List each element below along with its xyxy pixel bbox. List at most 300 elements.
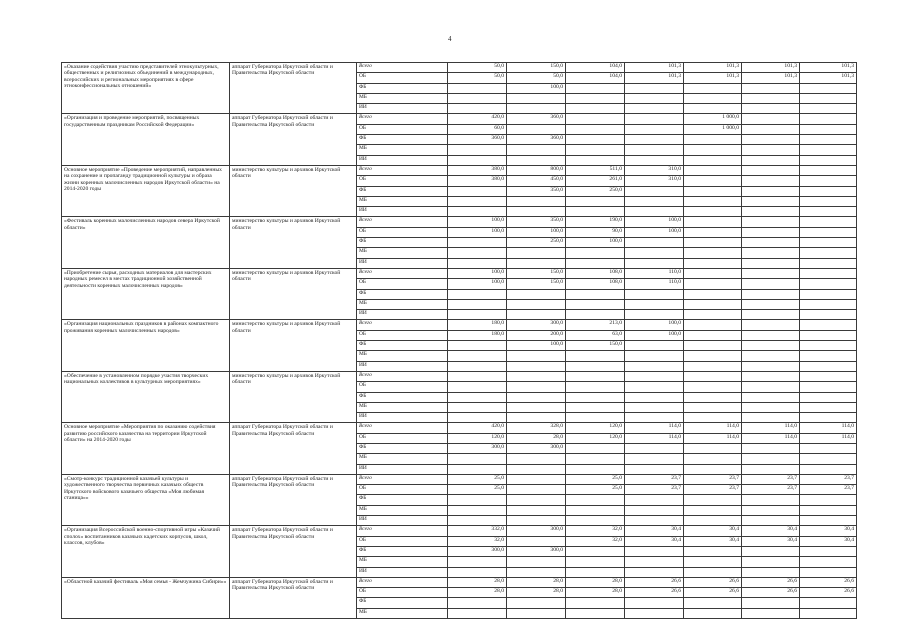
amount-cell <box>684 289 742 299</box>
amount-cell <box>448 238 507 248</box>
amount-cell <box>684 495 742 505</box>
funding-source-label: МБ <box>357 608 448 618</box>
funding-source-label: ОБ <box>357 330 448 340</box>
funding-source-label: ФБ <box>357 83 448 93</box>
measure-description: «Фестиваль коренных малочисленных народов севера Иркутской области» <box>62 217 230 268</box>
amount-cell: 26,6 <box>684 577 742 587</box>
amount-cell: 300,0 <box>448 546 507 556</box>
amount-cell <box>684 93 742 103</box>
amount-cell <box>625 341 684 351</box>
amount-cell: 200,0 <box>507 330 566 340</box>
amount-cell <box>800 371 857 381</box>
amount-cell <box>742 165 800 175</box>
amount-cell <box>625 516 684 526</box>
amount-cell <box>800 443 857 453</box>
amount-cell <box>684 608 742 618</box>
amount-cell <box>684 454 742 464</box>
amount-cell <box>625 299 684 309</box>
amount-cell <box>566 310 625 320</box>
amount-cell: 100,0 <box>625 330 684 340</box>
amount-cell <box>742 567 800 577</box>
amount-cell: 1 000,0 <box>684 114 742 124</box>
amount-cell <box>742 279 800 289</box>
amount-cell <box>625 104 684 114</box>
amount-cell <box>684 155 742 165</box>
amount-cell <box>800 402 857 412</box>
amount-cell <box>625 443 684 453</box>
amount-cell <box>566 155 625 165</box>
amount-cell: 420,0 <box>448 114 507 124</box>
amount-cell: 100,0 <box>625 217 684 227</box>
amount-cell <box>684 217 742 227</box>
amount-cell <box>742 608 800 618</box>
amount-cell <box>684 330 742 340</box>
amount-cell <box>800 310 857 320</box>
amount-cell: 180,0 <box>448 320 507 330</box>
amount-cell: 350,0 <box>507 186 566 196</box>
amount-cell: 100,0 <box>448 227 507 237</box>
amount-cell <box>625 186 684 196</box>
amount-cell: 114,0 <box>742 423 800 433</box>
amount-cell <box>566 567 625 577</box>
measure-description: «Оказание содействия участию представителей этнокультурных, общественных и религиозных объединений в международных, всероссийских и региональных мероприятиях в сфере этноконфессиональных отношений» <box>62 63 230 114</box>
amount-cell: 28,0 <box>448 577 507 587</box>
amount-cell <box>800 227 857 237</box>
executor-cell: министерство культуры и архивов Иркутской области <box>230 217 357 268</box>
amount-cell <box>800 93 857 103</box>
amount-cell <box>625 135 684 145</box>
amount-cell <box>448 258 507 268</box>
amount-cell <box>566 392 625 402</box>
amount-cell <box>566 546 625 556</box>
funding-source-label: ИИ <box>357 310 448 320</box>
amount-cell <box>684 83 742 93</box>
amount-cell <box>742 196 800 206</box>
amount-cell: 300,0 <box>507 546 566 556</box>
amount-cell <box>800 238 857 248</box>
table-row <box>62 577 857 587</box>
amount-cell <box>625 124 684 134</box>
amount-cell: 190,0 <box>566 217 625 227</box>
amount-cell: 380,0 <box>448 165 507 175</box>
amount-cell: 300,0 <box>507 443 566 453</box>
measure-description: «Организация Всероссийской военно-спортивной игры «Казачий сполох» воспитанников казачьих кадетских корпусов, школ, классов, клубов» <box>62 526 230 577</box>
measure-description: «Приобретение сырья, расходных материалов для мастерских народных ремесел в местах традиционной хозяйственной деятельности коренных малочисленных народов» <box>62 268 230 319</box>
amount-cell <box>684 310 742 320</box>
amount-cell <box>448 413 507 423</box>
amount-cell <box>507 93 566 103</box>
amount-cell: 26,6 <box>625 577 684 587</box>
amount-cell: 101,3 <box>625 73 684 83</box>
amount-cell <box>448 248 507 258</box>
funding-source-label: ОБ <box>357 485 448 495</box>
funding-source-label: ИИ <box>357 155 448 165</box>
amount-cell <box>448 145 507 155</box>
amount-cell <box>684 248 742 258</box>
executor-cell: аппарат Губернатора Иркутской области и Правительства Иркутской области <box>230 474 357 525</box>
amount-cell <box>625 546 684 556</box>
amount-cell: 100,0 <box>507 341 566 351</box>
amount-cell <box>800 361 857 371</box>
amount-cell: 23,7 <box>684 474 742 484</box>
amount-cell <box>625 392 684 402</box>
amount-cell <box>566 135 625 145</box>
amount-cell <box>507 505 566 515</box>
amount-cell: 32,0 <box>566 526 625 536</box>
amount-cell <box>625 371 684 381</box>
amount-cell <box>625 464 684 474</box>
amount-cell <box>800 258 857 268</box>
amount-cell <box>742 207 800 217</box>
amount-cell <box>448 196 507 206</box>
amount-cell <box>742 402 800 412</box>
amount-cell: 104,0 <box>566 63 625 73</box>
amount-cell <box>684 341 742 351</box>
amount-cell <box>507 289 566 299</box>
amount-cell: 30,4 <box>742 526 800 536</box>
amount-cell <box>742 505 800 515</box>
amount-cell: 420,0 <box>448 423 507 433</box>
amount-cell: 50,0 <box>507 73 566 83</box>
amount-cell: 26,6 <box>742 577 800 587</box>
amount-cell <box>566 207 625 217</box>
amount-cell: 23,7 <box>625 474 684 484</box>
amount-cell <box>684 516 742 526</box>
amount-cell <box>625 413 684 423</box>
amount-cell: 60,0 <box>448 124 507 134</box>
funding-source-label: Всего <box>357 63 448 73</box>
funding-source-label: ОБ <box>357 124 448 134</box>
amount-cell <box>566 145 625 155</box>
amount-cell <box>742 258 800 268</box>
amount-cell <box>800 165 857 175</box>
amount-cell: 26,6 <box>684 588 742 598</box>
funding-source-label: МБ <box>357 505 448 515</box>
amount-cell: 23,7 <box>625 485 684 495</box>
budget-table <box>61 62 857 619</box>
amount-cell: 25,0 <box>566 474 625 484</box>
amount-cell <box>800 495 857 505</box>
funding-source-label: ФБ <box>357 392 448 402</box>
amount-cell: 110,0 <box>625 279 684 289</box>
amount-cell <box>566 557 625 567</box>
measure-description: «Организация национальных праздников в районах компактного проживания коренных малочисленных народов» <box>62 320 230 371</box>
amount-cell <box>800 351 857 361</box>
measure-description: «Областной казачий фестиваль «Моя семья - Жемчужина Сибири»» <box>62 577 230 618</box>
amount-cell: 100,0 <box>448 279 507 289</box>
funding-source-label: ИИ <box>357 516 448 526</box>
amount-cell <box>800 104 857 114</box>
funding-source-label: ОБ <box>357 176 448 186</box>
amount-cell <box>800 557 857 567</box>
executor-cell: аппарат Губернатора Иркутской области и Правительства Иркутской области <box>230 63 357 114</box>
amount-cell: 114,0 <box>625 423 684 433</box>
amount-cell: 360,0 <box>448 135 507 145</box>
funding-source-label: Всего <box>357 268 448 278</box>
funding-source-label: ФБ <box>357 186 448 196</box>
amount-cell <box>684 227 742 237</box>
amount-cell <box>742 83 800 93</box>
measure-description: «Смотр-конкурс традиционной казачьей культуры и художественного творчества первичных казачьих обществ Иркутского войскового казачьего общества «Моя любимая станица»» <box>62 474 230 525</box>
amount-cell <box>800 382 857 392</box>
amount-cell <box>800 135 857 145</box>
amount-cell <box>507 454 566 464</box>
amount-cell <box>566 382 625 392</box>
amount-cell: 300,0 <box>507 526 566 536</box>
executor-cell: министерство культуры и архивов Иркутской области <box>230 320 357 371</box>
amount-cell <box>566 124 625 134</box>
amount-cell <box>625 310 684 320</box>
amount-cell <box>742 546 800 556</box>
funding-source-label: ФБ <box>357 495 448 505</box>
amount-cell <box>625 351 684 361</box>
amount-cell: 300,0 <box>507 320 566 330</box>
amount-cell <box>800 207 857 217</box>
amount-cell: 300,0 <box>448 443 507 453</box>
amount-cell: 28,0 <box>566 577 625 587</box>
amount-cell: 108,0 <box>566 279 625 289</box>
amount-cell <box>684 186 742 196</box>
amount-cell <box>448 371 507 381</box>
amount-cell: 28,0 <box>448 588 507 598</box>
amount-cell <box>566 114 625 124</box>
amount-cell <box>800 186 857 196</box>
amount-cell <box>507 299 566 309</box>
amount-cell: 28,0 <box>507 433 566 443</box>
funding-source-label: ОБ <box>357 536 448 546</box>
amount-cell: 261,0 <box>566 176 625 186</box>
amount-cell: 213,0 <box>566 320 625 330</box>
amount-cell <box>507 104 566 114</box>
amount-cell <box>800 392 857 402</box>
funding-source-label: ОБ <box>357 382 448 392</box>
measure-description: Основное мероприятие «Проведение мероприятий, направленных на сохранение и пропаганду традиционной культуры и образа жизни коренных малочисленных народов Иркутской области» на 2014-2020 годы <box>62 165 230 216</box>
amount-cell <box>566 258 625 268</box>
amount-cell <box>507 516 566 526</box>
amount-cell <box>742 341 800 351</box>
amount-cell: 23,7 <box>684 485 742 495</box>
amount-cell <box>448 289 507 299</box>
amount-cell: 380,0 <box>448 176 507 186</box>
amount-cell <box>507 536 566 546</box>
amount-cell: 450,0 <box>507 176 566 186</box>
table-row <box>62 268 857 278</box>
amount-cell <box>684 238 742 248</box>
amount-cell <box>566 371 625 381</box>
funding-source-label: Всего <box>357 423 448 433</box>
amount-cell <box>507 413 566 423</box>
amount-cell <box>684 165 742 175</box>
amount-cell <box>507 371 566 381</box>
amount-cell <box>448 361 507 371</box>
measure-description: «Обеспечение в установленном порядке участия творческих национальных коллективов в культурных мероприятиях» <box>62 371 230 422</box>
amount-cell: 28,0 <box>566 588 625 598</box>
amount-cell <box>684 505 742 515</box>
executor-cell: министерство культуры и архивов Иркутской области <box>230 371 357 422</box>
amount-cell <box>566 443 625 453</box>
amount-cell: 114,0 <box>684 433 742 443</box>
funding-source-label: Всего <box>357 320 448 330</box>
amount-cell <box>507 155 566 165</box>
funding-source-label: ОБ <box>357 73 448 83</box>
amount-cell <box>625 495 684 505</box>
amount-cell <box>684 382 742 392</box>
amount-cell: 114,0 <box>800 423 857 433</box>
amount-cell <box>800 289 857 299</box>
amount-cell <box>448 207 507 217</box>
executor-cell: министерство культуры и архивов Иркутской области <box>230 268 357 319</box>
amount-cell: 100,0 <box>507 227 566 237</box>
amount-cell: 150,0 <box>507 279 566 289</box>
amount-cell: 310,0 <box>625 176 684 186</box>
amount-cell <box>625 248 684 258</box>
amount-cell <box>800 454 857 464</box>
amount-cell <box>742 104 800 114</box>
amount-cell: 360,0 <box>507 114 566 124</box>
amount-cell <box>684 176 742 186</box>
amount-cell <box>566 505 625 515</box>
amount-cell: 101,3 <box>625 63 684 73</box>
amount-cell <box>800 217 857 227</box>
amount-cell <box>684 546 742 556</box>
amount-cell: 310,0 <box>625 165 684 175</box>
amount-cell: 332,0 <box>448 526 507 536</box>
amount-cell <box>566 413 625 423</box>
amount-cell: 328,0 <box>507 423 566 433</box>
amount-cell <box>507 382 566 392</box>
amount-cell <box>800 155 857 165</box>
funding-source-label: ФБ <box>357 135 448 145</box>
amount-cell: 360,0 <box>507 135 566 145</box>
funding-source-label: ОБ <box>357 588 448 598</box>
amount-cell <box>625 258 684 268</box>
amount-cell <box>625 145 684 155</box>
amount-cell: 30,4 <box>625 526 684 536</box>
amount-cell <box>625 93 684 103</box>
executor-cell: аппарат Губернатора Иркутской области и Правительства Иркутской области <box>230 577 357 618</box>
amount-cell <box>507 392 566 402</box>
amount-cell <box>742 145 800 155</box>
amount-cell <box>625 196 684 206</box>
amount-cell <box>800 505 857 515</box>
amount-cell <box>684 567 742 577</box>
amount-cell <box>684 135 742 145</box>
amount-cell: 120,0 <box>566 433 625 443</box>
amount-cell <box>800 114 857 124</box>
amount-cell <box>448 608 507 618</box>
amount-cell <box>507 474 566 484</box>
amount-cell: 108,0 <box>566 268 625 278</box>
table-row <box>62 165 857 175</box>
amount-cell <box>742 454 800 464</box>
amount-cell <box>742 516 800 526</box>
amount-cell <box>448 341 507 351</box>
amount-cell <box>800 330 857 340</box>
funding-source-label: ОБ <box>357 433 448 443</box>
amount-cell <box>684 351 742 361</box>
amount-cell <box>742 268 800 278</box>
funding-source-label: ФБ <box>357 341 448 351</box>
amount-cell: 32,0 <box>448 536 507 546</box>
amount-cell <box>742 299 800 309</box>
amount-cell <box>566 104 625 114</box>
amount-cell <box>507 248 566 258</box>
amount-cell <box>684 443 742 453</box>
amount-cell: 30,4 <box>684 536 742 546</box>
table-row <box>62 371 857 381</box>
amount-cell: 100,0 <box>448 268 507 278</box>
amount-cell: 26,6 <box>800 588 857 598</box>
amount-cell <box>684 299 742 309</box>
amount-cell <box>566 93 625 103</box>
amount-cell: 30,4 <box>800 536 857 546</box>
amount-cell <box>507 361 566 371</box>
amount-cell: 100,0 <box>625 227 684 237</box>
amount-cell <box>742 114 800 124</box>
amount-cell <box>742 320 800 330</box>
amount-cell <box>448 104 507 114</box>
amount-cell <box>625 83 684 93</box>
amount-cell: 110,0 <box>625 268 684 278</box>
amount-cell <box>742 135 800 145</box>
funding-source-label: Всего <box>357 577 448 587</box>
amount-cell <box>742 413 800 423</box>
amount-cell <box>625 557 684 567</box>
funding-source-label: МБ <box>357 557 448 567</box>
amount-cell <box>742 186 800 196</box>
amount-cell <box>566 598 625 608</box>
amount-cell: 120,0 <box>448 433 507 443</box>
amount-cell: 101,3 <box>684 63 742 73</box>
amount-cell <box>448 310 507 320</box>
amount-cell <box>742 392 800 402</box>
amount-cell <box>625 505 684 515</box>
amount-cell <box>566 289 625 299</box>
executor-cell: министерство культуры и архивов Иркутской области <box>230 165 357 216</box>
amount-cell <box>507 258 566 268</box>
amount-cell: 30,4 <box>800 526 857 536</box>
amount-cell <box>448 598 507 608</box>
amount-cell: 1 000,0 <box>684 124 742 134</box>
amount-cell: 26,6 <box>625 588 684 598</box>
amount-cell <box>742 598 800 608</box>
amount-cell <box>448 454 507 464</box>
amount-cell: 180,0 <box>448 330 507 340</box>
amount-cell <box>684 268 742 278</box>
amount-cell <box>742 176 800 186</box>
amount-cell <box>625 289 684 299</box>
amount-cell: 23,7 <box>742 485 800 495</box>
amount-cell <box>742 310 800 320</box>
amount-cell <box>742 557 800 567</box>
executor-cell: аппарат Губернатора Иркутской области и Правительства Иркутской области <box>230 423 357 474</box>
amount-cell: 32,0 <box>566 536 625 546</box>
funding-source-label: МБ <box>357 93 448 103</box>
table-row <box>62 63 857 73</box>
amount-cell <box>448 505 507 515</box>
amount-cell: 25,0 <box>448 485 507 495</box>
funding-source-label: ОБ <box>357 279 448 289</box>
amount-cell <box>507 351 566 361</box>
amount-cell <box>684 258 742 268</box>
amount-cell <box>800 608 857 618</box>
amount-cell <box>625 155 684 165</box>
amount-cell <box>742 382 800 392</box>
amount-cell <box>507 598 566 608</box>
amount-cell: 90,0 <box>566 227 625 237</box>
amount-cell <box>507 310 566 320</box>
amount-cell: 114,0 <box>625 433 684 443</box>
